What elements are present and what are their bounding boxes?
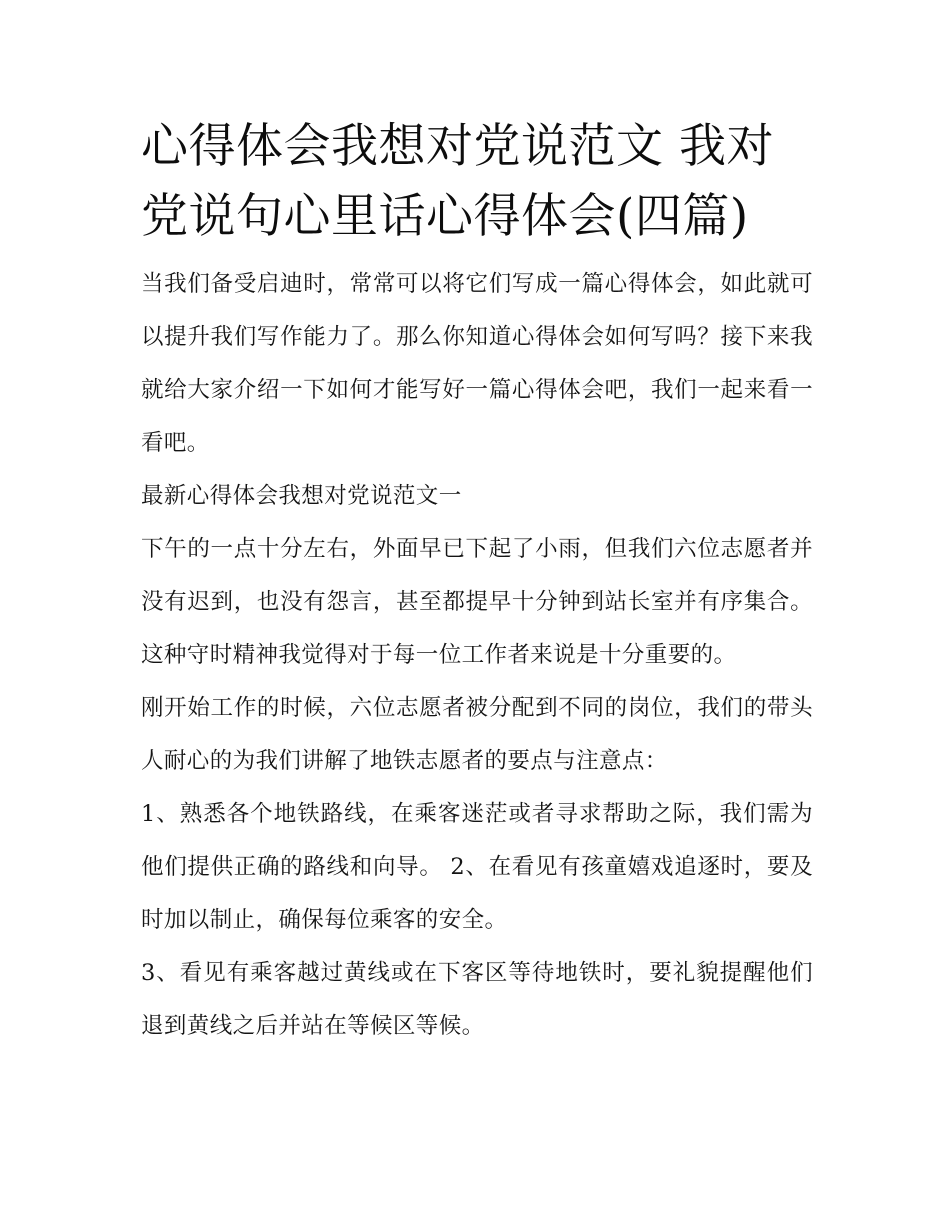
document-body bbox=[141, 112, 813, 1053]
section-heading: 最新心得体会我想对党说范文一 bbox=[141, 483, 462, 509]
list-paragraph: 3、看见有乘客越过黄线或在下客区等待地铁时，要礼貌提醒他们退到黄线之后并站在等候区等候。 bbox=[141, 960, 813, 1039]
document-title: 心得体会我想对党说范文 我对党说句心里话心得体会(四篇) bbox=[141, 119, 774, 244]
body-paragraph: 下午的一点十分左右，外面早已下起了小雨，但我们六位志愿者并没有迟到，也没有怨言，甚至都提早十分钟到站长室并有序集合。这种守时精神我觉得对于每一位工作者来说是十分重要的。 bbox=[141, 536, 813, 668]
body-paragraph: 刚开始工作的时候，六位志愿者被分配到不同的岗位，我们的带头人耐心的为我们讲解了地铁志愿者的要点与注意点： bbox=[141, 695, 813, 774]
intro-paragraph: 当我们备受启迪时，常常可以将它们写成一篇心得体会，如此就可以提升我们写作能力了。那么你知道心得体会如何写吗？接下来我就给大家介绍一下如何才能写好一篇心得体会吧，我们一起来看一看吧。 bbox=[141, 271, 813, 456]
list-paragraph: 1、熟悉各个地铁路线，在乘客迷茫或者寻求帮助之际，我们需为他们提供正确的路线和向导。 2、在看见有孩童嬉戏追逐时，要及时加以制止，确保每位乘客的安全。 bbox=[141, 801, 813, 933]
